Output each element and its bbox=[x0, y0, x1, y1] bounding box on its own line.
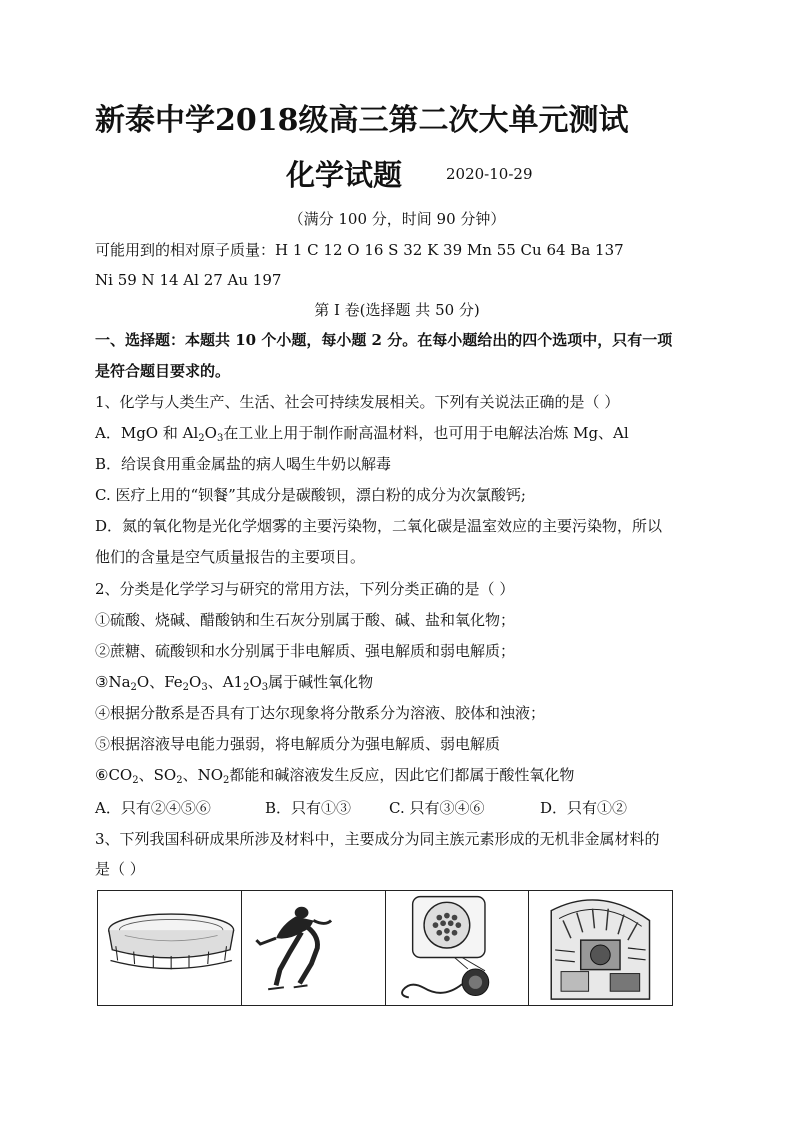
exam-date: 2020-10-29 bbox=[446, 165, 533, 183]
q2-statement-3 bbox=[95, 672, 373, 692]
q2-option-c: C. 只有③④⑥ bbox=[389, 799, 485, 817]
exam-title: 新泰中学2018级高三第二次大单元测试 bbox=[95, 103, 629, 138]
atomic-masses-2: Ni 59 N 14 Al 27 Au 197 bbox=[95, 271, 282, 289]
q1-a-pre: A．MgO 和 Al bbox=[95, 424, 199, 442]
s6-part: ⑥CO bbox=[95, 766, 133, 784]
q3-stem-2: 是（ ） bbox=[95, 860, 145, 878]
q1-a-sub1: 2 bbox=[198, 433, 205, 444]
q1-option-c: C. 医疗上用的“钡餐”其成分是碳酸钡，漂白粉的成分为次氯酸钙; bbox=[95, 486, 526, 504]
s3-part: ③Na bbox=[95, 673, 131, 691]
optical-fiber-icon bbox=[386, 891, 529, 1005]
s3-sub: 3 bbox=[261, 682, 269, 693]
q1-option-b: B．给误食用重金属盐的病人喝生牛奶以解毒 bbox=[95, 455, 392, 473]
atomic-masses-1: 可能用到的相对原子质量：H 1 C 12 O 16 S 32 K 39 Mn 55 Cu 64 Ba 137 bbox=[95, 241, 624, 259]
s3-sub: 2 bbox=[243, 682, 250, 693]
q2-statement-6 bbox=[95, 765, 574, 785]
s3-part: O、Fe bbox=[136, 673, 183, 691]
telescope-dish-icon bbox=[98, 891, 241, 1005]
s3-sub: 2 bbox=[182, 682, 190, 693]
s6-part: 、NO bbox=[182, 766, 223, 784]
q1-a-mid: O bbox=[204, 424, 217, 442]
s6-sub: 2 bbox=[176, 775, 183, 786]
q1-option-d-1: D．氮的氧化物是光化学烟雾的主要污染物，二氧化碳是温室效应的主要污染物，所以 bbox=[95, 517, 663, 535]
instructions-line-2: 是符合题目要求的。 bbox=[95, 362, 231, 380]
section-title: 第 I 卷(选择题 共 50 分) bbox=[314, 301, 480, 319]
q1-a-sub2: 3 bbox=[216, 433, 224, 444]
q1-option-d-2: 他们的含量是空气质量报告的主要项目。 bbox=[95, 548, 366, 566]
q2-statement-1: ①硫酸、烧碱、醋酸钠和生石灰分别属于酸、碱、盐和氧化物； bbox=[95, 611, 516, 629]
q3-figure-table bbox=[97, 890, 673, 1006]
q2-option-a: A．只有②④⑤⑥ bbox=[95, 799, 211, 817]
q1-option-a bbox=[95, 423, 629, 443]
s6-sub: 2 bbox=[132, 775, 139, 786]
s3-part: O bbox=[249, 673, 262, 691]
q1-stem: 1、化学与人类生产、生活、社会可持续发展相关。下列有关说法正确的是（ ） bbox=[95, 393, 620, 411]
speed-skater-figure bbox=[242, 891, 386, 1005]
instructions-line-1: 一、选择题：本题共 10 个小题，每小题 2 分。在每小题给出的四个选项中，只有一项 bbox=[95, 331, 673, 349]
q2-statement-4: ④根据分散系是否具有丁达尔现象将分散系分为溶液、胶体和浊液； bbox=[95, 704, 546, 722]
s3-part: 属于碱性氧化物 bbox=[268, 673, 374, 691]
q2-statement-2: ②蔗糖、硫酸钡和水分别属于非电解质、强电解质和弱电解质； bbox=[95, 642, 516, 660]
q2-option-d: D．只有①② bbox=[540, 799, 628, 817]
exam-subtitle: 化学试题 bbox=[286, 158, 403, 192]
s3-part: 、A1 bbox=[207, 673, 244, 691]
s6-part: 都能和碱溶液发生反应，因此它们都属于酸性氧化物 bbox=[229, 766, 575, 784]
speed-skater-icon bbox=[242, 891, 385, 1005]
s3-part: O bbox=[189, 673, 202, 691]
score-time: （满分 100 分，时间 90 分钟） bbox=[288, 210, 506, 228]
satellite-equipment-icon bbox=[529, 891, 672, 1005]
optical-fiber-figure bbox=[386, 891, 530, 1005]
q2-statement-5: ⑤根据溶液导电能力强弱，将电解质分为强电解质、弱电解质 bbox=[95, 735, 501, 753]
s6-sub: 2 bbox=[223, 775, 230, 786]
satellite-equipment-figure bbox=[529, 891, 672, 1005]
q3-stem-1: 3、下列我国科研成果所涉及材料中，主要成分为同主族元素形成的无机非金属材料的 bbox=[95, 830, 660, 848]
q2-stem: 2、分类是化学学习与研究的常用方法，下列分类正确的是（ ） bbox=[95, 580, 515, 598]
q1-a-post: 在工业上用于制作耐高温材料，也可用于电解法冶炼 Mg、Al bbox=[223, 424, 629, 442]
telescope-dish-figure bbox=[98, 891, 242, 1005]
q2-option-b: B．只有①③ bbox=[265, 799, 352, 817]
s3-sub: 2 bbox=[130, 682, 137, 693]
s3-sub: 3 bbox=[201, 682, 208, 693]
s6-part: 、SO bbox=[138, 766, 177, 784]
